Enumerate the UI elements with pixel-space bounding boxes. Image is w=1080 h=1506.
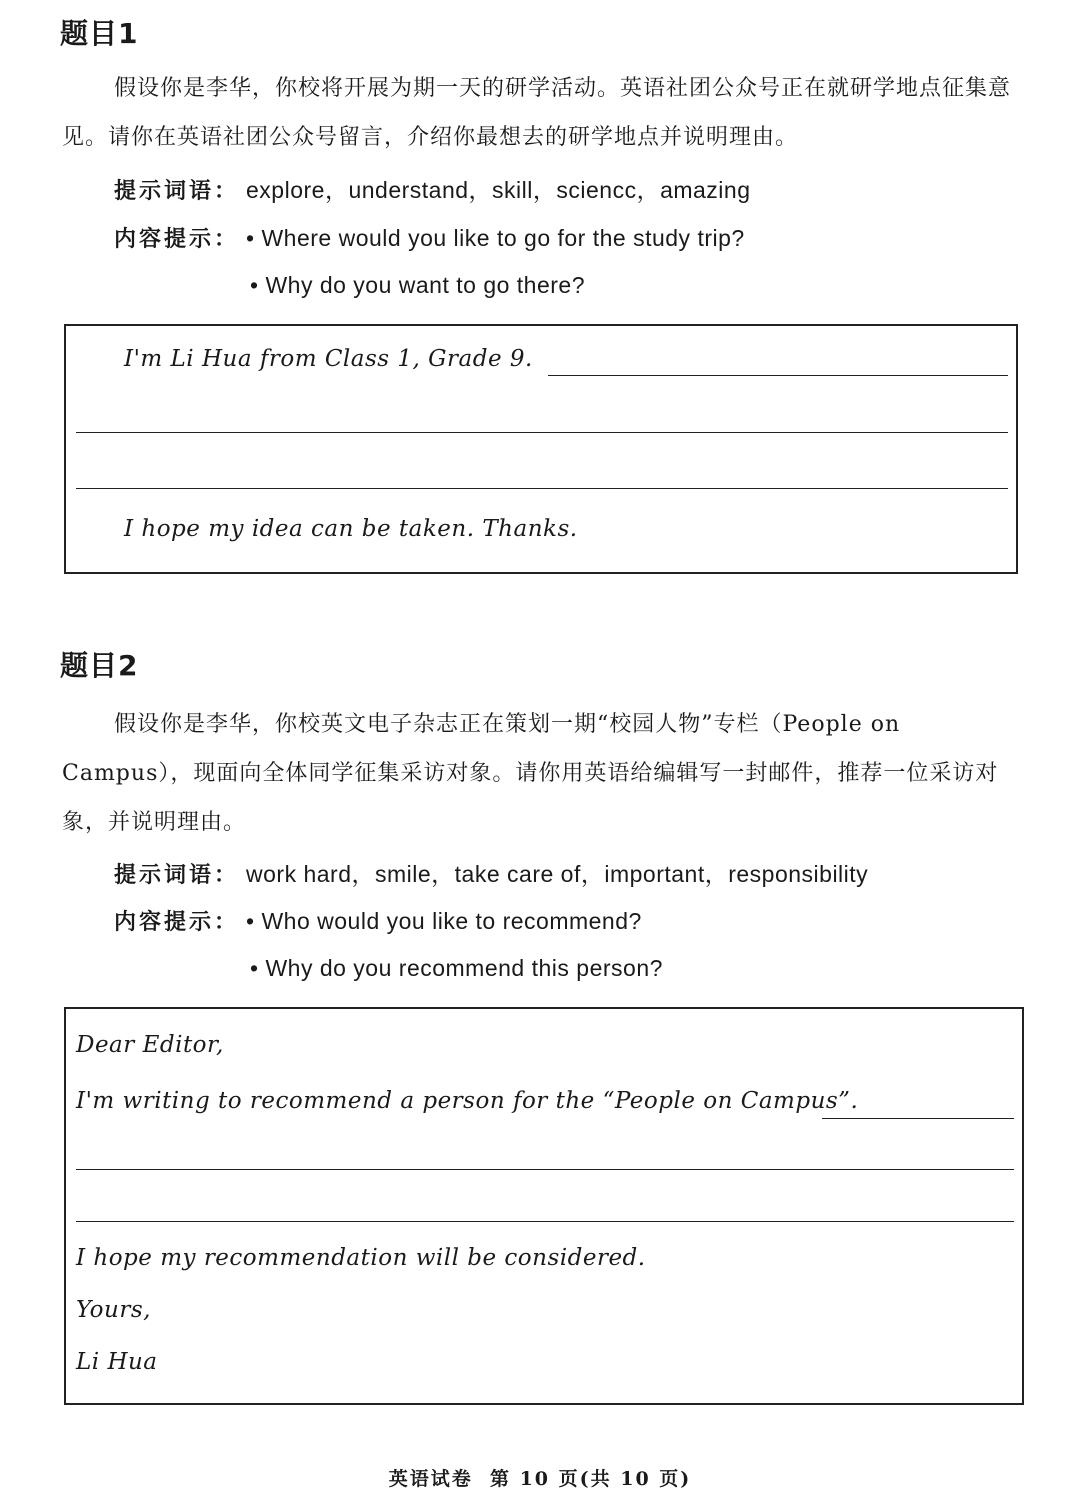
q2-signature: Li Hua bbox=[76, 1349, 158, 1375]
q1-hint-words: explore，understand，skill，sciencc，amazing bbox=[246, 177, 751, 203]
q2-bullet-2: • Why do you recommend this person? bbox=[250, 955, 663, 981]
q1-bullet-1: • Where would you like to go for the study trip? bbox=[246, 225, 745, 251]
page-footer: 英语试卷 第 10 页(共 10 页) bbox=[388, 1468, 692, 1490]
q2-content-label: 内容提示： bbox=[114, 909, 240, 935]
q2-bullet-1: • Who would you like to recommend? bbox=[246, 908, 642, 934]
q1-content-row bbox=[114, 222, 745, 253]
q1-hint-row bbox=[114, 172, 751, 205]
q2-answer-box bbox=[64, 1007, 1024, 1405]
q2-closing-line: I hope my recommendation will be considered. bbox=[76, 1245, 646, 1271]
q2-signoff: Yours, bbox=[76, 1297, 151, 1323]
q1-bullet-2: • Why do you want to go there? bbox=[250, 272, 586, 298]
q2-salutation: Dear Editor, bbox=[76, 1032, 224, 1058]
q2-hint-row bbox=[114, 856, 868, 889]
q2-content-row bbox=[114, 905, 642, 936]
q2-blank-3[interactable] bbox=[76, 1221, 1014, 1222]
q2-hint-label: 提示词语： bbox=[114, 862, 240, 888]
q1-hint-label: 提示词语： bbox=[114, 178, 240, 204]
q1-content-label: 内容提示： bbox=[114, 226, 240, 252]
q2-heading: 题目2 bbox=[60, 649, 139, 682]
q2-hint-words: work hard，smile，take care of，important，responsibility bbox=[246, 861, 869, 887]
q1-prompt: 假设你是李华，你校将开展为期一天的研学活动。英语社团公众号正在就研学地点征集意见。请你在英语社团公众号留言，介绍你最想去的研学地点并说明理由。 bbox=[62, 76, 1012, 150]
q2-blank-1[interactable] bbox=[822, 1118, 1014, 1119]
q1-heading: 题目1 bbox=[60, 17, 139, 50]
q1-blank-2[interactable] bbox=[76, 432, 1008, 433]
q2-blank-2[interactable] bbox=[76, 1169, 1014, 1170]
q1-blank-3[interactable] bbox=[76, 488, 1008, 489]
q1-blank-1[interactable] bbox=[548, 375, 1008, 376]
q2-opening-line: I'm writing to recommend a person for the “People on Campus”. bbox=[76, 1088, 859, 1114]
q1-closing-line: I hope my idea can be taken. Thanks. bbox=[124, 516, 578, 542]
q2-prompt: 假设你是李华，你校英文电子杂志正在策划一期“校园人物”专栏（People on Campus），现面向全体同学征集采访对象。请你用英语给编辑写一封邮件，推荐一位采访对象，并说明理由。 bbox=[62, 712, 999, 835]
q1-opening-line: I'm Li Hua from Class 1, Grade 9. bbox=[124, 346, 533, 372]
